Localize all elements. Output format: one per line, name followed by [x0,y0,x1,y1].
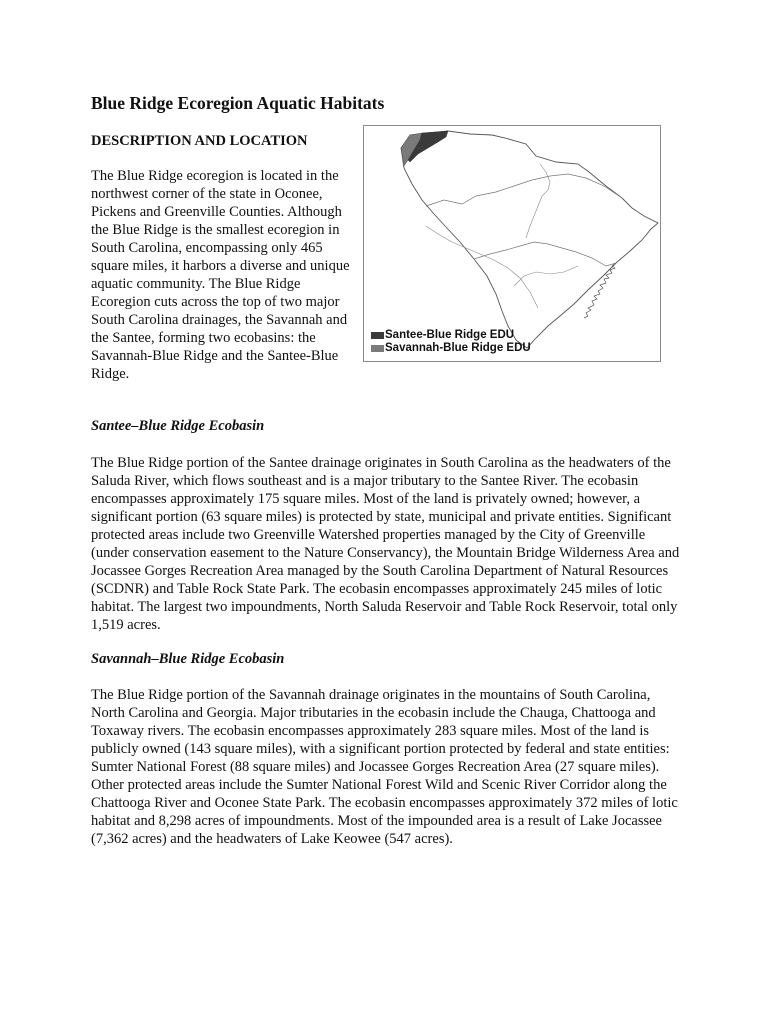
savannah-ecobasin-paragraph: The Blue Ridge portion of the Savannah drainage originates in the mountains of South Carolina, North Carolina and Georgia. Major tributaries in the ecobasin include the Chauga, Chattooga and Toxaway rivers. The ecobasin encompasses approximately 283 square miles. Most of the land is publicly owned (143 square miles), with a significant portion protected by federal and state entities: Sumter National Forest (88 square miles) and Jocassee Gorges Recreation Area (27 square miles). Other protected areas include the Sumter National Forest Wild and Scenic River Corridor along the Chattooga River and Oconee State Park. The ecobasin encompasses approximately 372 miles of lotic habitat and 8,298 acres of impoundments. Most of the impounded area is a result of Lake Jocassee (7,362 acres) and the headwaters of Lake Keowee (547 acres). [91,687,678,847]
drainage-divide-1 [426,174,622,206]
section-heading: DESCRIPTION AND LOCATION [91,133,308,149]
legend-label-savannah: Savannah-Blue Ridge EDU [385,342,531,354]
intro-paragraph: The Blue Ridge ecoregion is located in the northwest corner of the state in Oconee, Pickens and Greenville Counties. Although the Blue Ridge is the smallest ecoregion in South Carolina, encompassing only 465 square miles, it harbors a diverse and unique aquatic community. The Blue Ridge Ecoregion cuts across the top of two major South Carolina drainages, the Savannah and the Santee, forming two ecobasins: the Savannah-Blue Ridge and the Santee-Blue Ridge. [91,168,350,382]
page-title: Blue Ridge Ecoregion Aquatic Habitats [91,93,385,113]
map-legend [371,329,531,355]
drainage-divide-2 [474,242,616,266]
santee-ecobasin-paragraph: The Blue Ridge portion of the Santee drainage originates in South Carolina as the headwaters of the Saluda River, which flows southeast and is a major tributary to the Santee River. The ecobasin encompasses approximately 175 square miles. Most of the land is privately owned; however, a significant portion (63 square miles) is protected by state, municipal and private entities. Significant protected areas include two Greenville Watershed properties managed by the City of Greenville (under conservation easement to the Nature Conservancy), the Mountain Bridge Wilderness Area and Jocassee Gorges Recreation Area managed by the South Carolina Department of Natural Resources (SCDNR) and Table Rock State Park. The ecobasin encompasses approximately 245 miles of lotic habitat. The largest two impoundments, North Saluda Reservoir and Table Rock Reservoir, total only 1,519 acres. [91,455,680,633]
legend-item-santee [371,329,531,342]
river-line-2 [426,226,538,308]
legend-swatch-santee [371,332,384,339]
south-carolina-map [364,126,660,361]
santee-ecobasin-heading: Santee–Blue Ridge Ecobasin [91,418,265,434]
legend-label-santee: Santee-Blue Ridge EDU [385,329,515,341]
savannah-ecobasin-heading: Savannah–Blue Ridge Ecobasin [91,651,285,667]
coast-detail [584,263,616,318]
legend-swatch-savannah [371,345,384,352]
ecoregion-map [363,125,661,362]
river-line-1 [526,164,550,238]
state-outline [401,131,658,348]
legend-item-savannah [371,342,531,355]
